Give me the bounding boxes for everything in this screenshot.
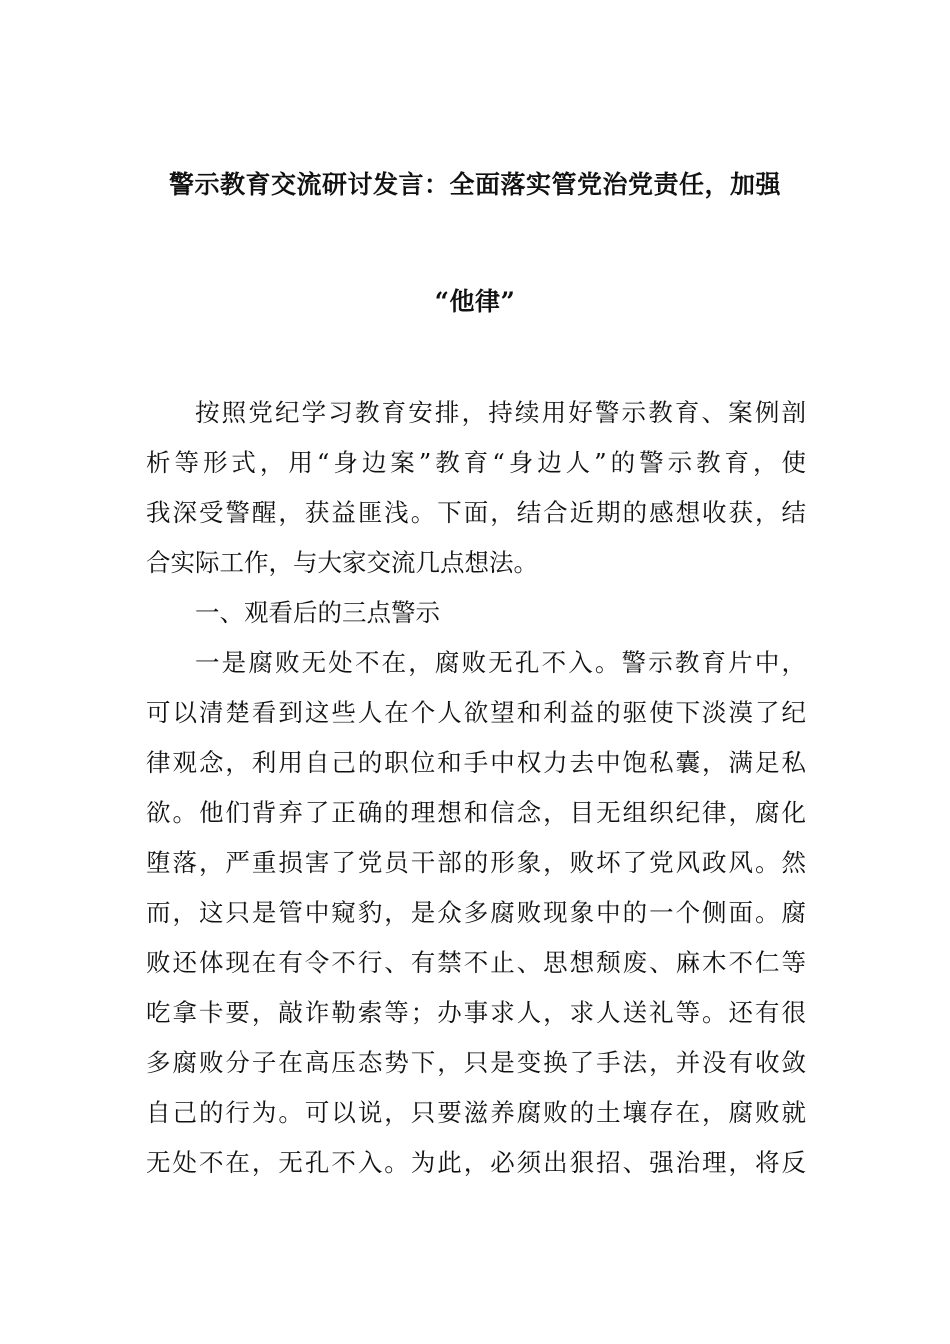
- document-title-line-2: “他律”: [434, 287, 516, 316]
- paragraph-line: 律观念，利用自己的职位和手中权力去中饱私囊，满足私: [146, 748, 806, 777]
- paragraph-line: 无处不在，无孔不入。为此，必须出狠招、强治理，将反: [146, 1148, 806, 1177]
- paragraph-line: 一是腐败无处不在，腐败无孔不入。警示教育片中，: [195, 648, 806, 677]
- paragraph-line: 堕落，严重损害了党员干部的形象，败坏了党风政风。然: [146, 848, 806, 877]
- paragraph-line: 多腐败分子在高压态势下，只是变换了手法，并没有收敛: [146, 1048, 806, 1077]
- paragraph-line: 欲。他们背弃了正确的理想和信念，目无组织纪律，腐化: [146, 798, 806, 827]
- paragraph-line: 自己的行为。可以说，只要滋养腐败的土壤存在，腐败就: [146, 1098, 806, 1127]
- paragraph-line: 败还体现在有令不行、有禁不止、思想颓废、麻木不仁等: [146, 948, 806, 977]
- paragraph-line: 合实际工作，与大家交流几点想法。: [146, 548, 538, 577]
- paragraph-line: 我深受警醒，获益匪浅。下面，结合近期的感想收获，结: [146, 498, 806, 527]
- paragraph-line: 而，这只是管中窥豹，是众多腐败现象中的一个侧面。腐: [146, 898, 806, 927]
- section-heading: 一、观看后的三点警示: [195, 598, 440, 627]
- paragraph-line: 析等形式，用“身边案”教育“身边人”的警示教育，使: [146, 448, 806, 477]
- paragraph-line: 按照党纪学习教育安排，持续用好警示教育、案例剖: [195, 398, 806, 427]
- document-title-line-1: 警示教育交流研讨发言：全面落实管党治党责任，加强: [168, 170, 781, 199]
- paragraph-line: 可以清楚看到这些人在个人欲望和利益的驱使下淡漠了纪: [146, 698, 806, 727]
- paragraph-line: 吃拿卡要，敲诈勒索等；办事求人，求人送礼等。还有很: [146, 998, 806, 1027]
